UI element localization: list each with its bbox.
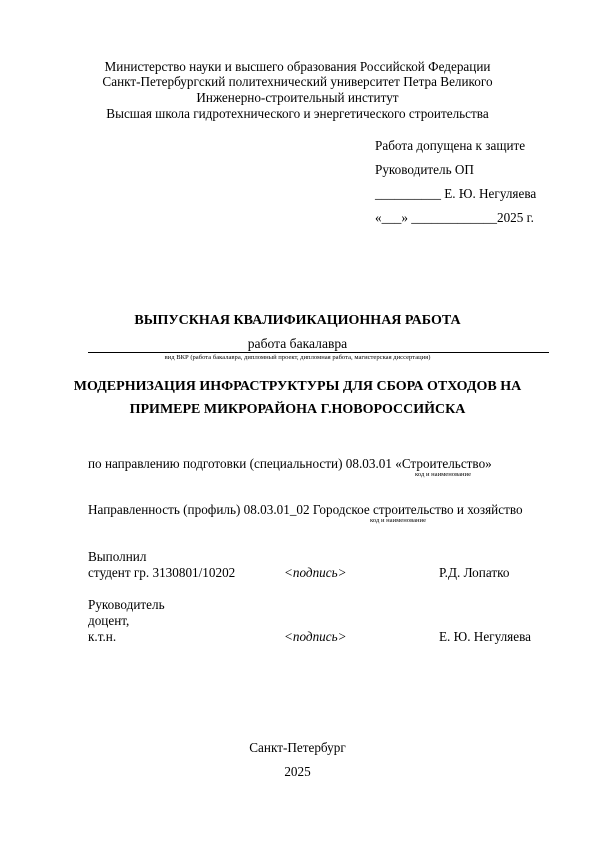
performer-name: Р.Д. Лопатко: [439, 565, 510, 580]
footer-city: Санкт-Петербург: [249, 740, 346, 755]
approval-line: Работа допущена к защите: [375, 138, 526, 153]
institute-line: Инженерно-строительный институт: [196, 90, 399, 105]
supervisor-degree: к.т.н.: [88, 629, 117, 644]
supervisor-position: доцент,: [88, 613, 130, 628]
approval-signature-line: __________ Е. Ю. Негуляева: [375, 186, 537, 201]
work-type-value: работа бакалавра: [247, 336, 348, 351]
work-type-title: ВЫПУСКНАЯ КВАЛИФИКАЦИОННАЯ РАБОТА: [134, 313, 461, 328]
supervisor-name: Е. Ю. Негуляева: [439, 629, 532, 644]
direction-caption: код и наименование: [415, 471, 472, 478]
performer-signature: <подпись>: [284, 565, 347, 580]
approval-date-line: «___» _____________2025 г.: [375, 210, 534, 225]
topic-line-1: МОДЕРНИЗАЦИЯ ИНФРАСТРУКТУРЫ ДЛЯ СБОРА ОТХОДОВ НА: [73, 379, 522, 394]
profile-text: Направленность (профиль) 08.03.01_02 Городское строительство и хозяйство: [88, 502, 523, 517]
direction-text: по направлению подготовки (специальности) 08.03.01 «Строительство»: [88, 456, 492, 471]
work-type-underline: [88, 352, 549, 353]
ministry-line: Министерство науки и высшего образования Российской Федерации: [104, 59, 491, 74]
program-head-label: Руководитель ОП: [375, 162, 474, 177]
performer-label: Выполнил: [88, 549, 147, 564]
school-line: Высшая школа гидротехнического и энергетического строительства: [106, 106, 489, 121]
work-type-caption: вид ВКР (работа бакалавра, дипломный проект, дипломная работа, магистерская диссертация): [164, 354, 431, 361]
supervisor-label: Руководитель: [88, 597, 165, 612]
profile-caption: код и наименование: [370, 517, 427, 524]
supervisor-signature: <подпись>: [284, 629, 347, 644]
topic-line-2: ПРИМЕРЕ МИКРОРАЙОНА Г.НОВОРОССИЙСКА: [129, 402, 466, 417]
performer-role: студент гр. 3130801/10202: [88, 565, 236, 580]
footer-year: 2025: [284, 764, 311, 779]
university-line: Санкт-Петербургский политехнический университет Петра Великого: [102, 74, 493, 89]
